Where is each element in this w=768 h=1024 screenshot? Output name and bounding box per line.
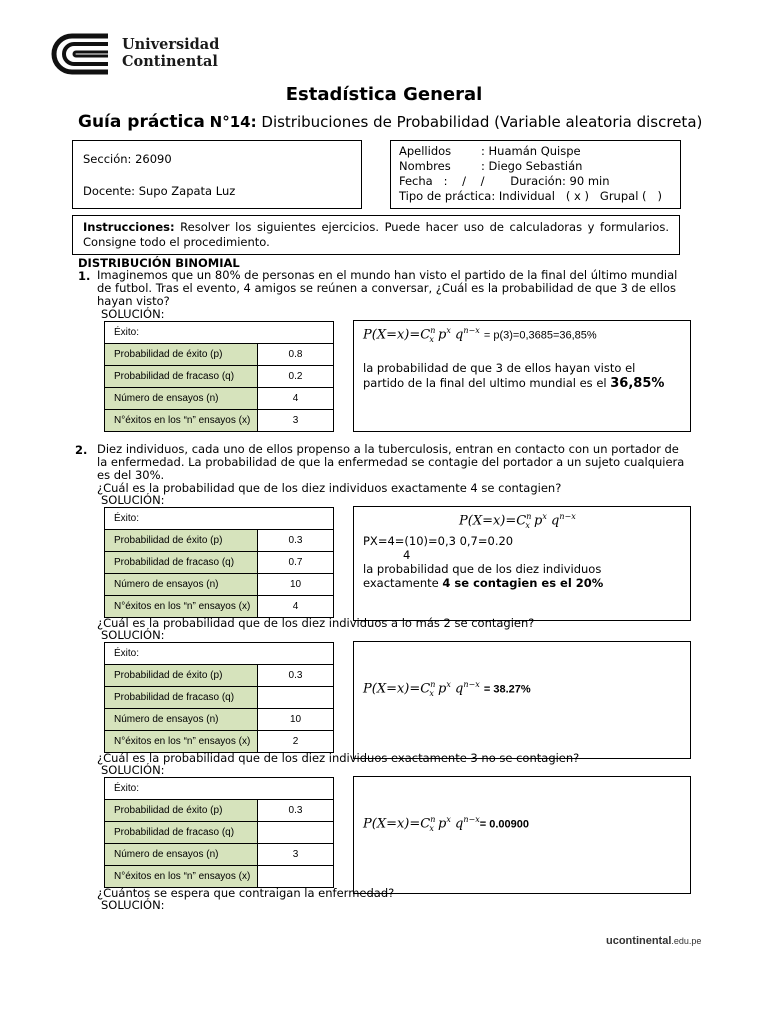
instructions-label: Instrucciones:: [83, 220, 175, 234]
solution-box: [353, 320, 691, 432]
table-label: Número de ensayos (n): [105, 709, 258, 731]
solution-label: SOLUCIÓN:: [101, 493, 165, 507]
footer-brand: [606, 935, 701, 947]
footer-domain: .edu.pe: [671, 936, 702, 946]
guide-topic: Distribuciones de Probabilidad (Variable aleatoria discreta): [261, 113, 703, 131]
table-value: 10: [258, 709, 334, 731]
answer-line: partido de la final del ultimo mundial es el: [363, 376, 611, 390]
solution-label: SOLUCIÓN:: [101, 898, 165, 912]
table-value: 3: [258, 844, 334, 866]
teacher-text: Docente: Supo Zapata Luz: [83, 184, 236, 198]
question-line: ¿Cuántos se espera que contraigan la enfermedad?: [97, 886, 395, 900]
answer-line: la probabilidad de que 3 de ellos hayan visto el: [363, 361, 636, 375]
university-name-line2: Continental: [122, 53, 218, 70]
table-value: 0.2: [258, 366, 334, 388]
problem-line: la enfermedad. La probabilidad de que la enfermedad se contagie del portador a un sujeto cualquiera: [97, 455, 685, 469]
table-value: 0.3: [258, 530, 334, 552]
table-label: Probabilidad de fracaso (q): [105, 552, 258, 574]
table-label: N°éxitos en los “n” ensayos (x): [105, 410, 258, 432]
question-line: ¿Cuál es la probabilidad que de los diez individuos a lo más 2 se contagien?: [97, 616, 535, 630]
problem-line: Imaginemos que un 80% de personas en el mundo han visto el partido de la final del último mundial: [97, 268, 678, 282]
binomial-formula: $P(X=x)=C^n_x$ $p^x$ $q^{n-x} = 38.27\%$: [363, 680, 531, 698]
data-table: [104, 507, 334, 618]
instructions-box: [72, 215, 680, 255]
table-label: Probabilidad de éxito (p): [105, 800, 258, 822]
data-table: [104, 777, 334, 888]
solution-label: SOLUCIÓN:: [101, 763, 165, 777]
problem-line: es del 30%.: [97, 468, 165, 482]
answer-line: exactamente: [363, 576, 443, 590]
solution-box: [353, 641, 691, 759]
student-row-label: Tipo de práctica: Individual ( x ) Grupal ( ): [399, 189, 662, 203]
student-row-value: : Huamán Quispe: [481, 144, 581, 158]
answer-highlight: 36,85%: [610, 376, 665, 391]
calculation-sub: 4: [403, 548, 411, 562]
student-row-label: Fecha : / /: [399, 174, 485, 188]
problem-line: de futbol. Tras el evento, 4 amigos se reúnen a conversar, ¿Cuál es la probabilidad de que 3 de ellos: [97, 281, 676, 295]
formula-result: = 0.00900: [479, 818, 529, 831]
section-box: [72, 140, 362, 209]
table-header: Éxito:: [105, 508, 334, 530]
footer-brand-name: ucontinental: [606, 935, 672, 947]
student-row-value: Duración: 90 min: [481, 174, 610, 188]
table-value: 2: [258, 731, 334, 753]
table-header: Éxito:: [105, 643, 334, 665]
calculation-text: [363, 534, 603, 590]
student-info-box: [390, 140, 681, 209]
university-logo-icon: [50, 32, 114, 76]
page-title: Estadística General: [285, 84, 483, 105]
problem-number: 1.: [78, 269, 91, 283]
data-table: [104, 321, 334, 432]
table-value: [258, 822, 334, 844]
table-label: Número de ensayos (n): [105, 844, 258, 866]
table-value: 10: [258, 574, 334, 596]
table-label: Probabilidad de éxito (p): [105, 665, 258, 687]
table-value: 4: [258, 596, 334, 618]
calculation-line: PX=4=(10)=0,3 0,7=0.20: [363, 534, 514, 548]
student-row-value: : Diego Sebastián: [481, 159, 583, 173]
table-value: 4: [258, 388, 334, 410]
answer-line: la probabilidad que de los diez individuos: [363, 562, 602, 576]
table-label: Probabilidad de fracaso (q): [105, 687, 258, 709]
solution-label: SOLUCIÓN:: [101, 307, 165, 321]
solution-label: SOLUCIÓN:: [101, 628, 165, 642]
solution-box: [353, 776, 691, 894]
table-header: Éxito:: [105, 322, 334, 344]
table-label: Probabilidad de fracaso (q): [105, 822, 258, 844]
problem-line: Diez individuos, cada uno de ellos propenso a la tuberculosis, entran en contacto con un portador de: [97, 442, 679, 456]
question-line: ¿Cuál es la probabilidad que de los diez individuos exactamente 4 se contagien?: [97, 481, 562, 495]
question-line: ¿Cuál es la probabilidad que de los diez individuos exactamente 3 no se contagien?: [97, 751, 580, 765]
data-table: [104, 642, 334, 753]
problem-number: 2.: [75, 443, 88, 457]
university-logo: [50, 32, 230, 76]
formula-result: = 38.27%: [483, 683, 531, 696]
instructions-text: Resolver los siguientes ejercicios. Puede hacer uso de calculadoras y formularios. Consigne todo el procedimiento.: [83, 220, 669, 249]
table-label: Probabilidad de éxito (p): [105, 344, 258, 366]
answer-text: [363, 361, 683, 391]
problem-line: hayan visto?: [97, 294, 170, 308]
table-label: N°éxitos en los “n” ensayos (x): [105, 731, 258, 753]
section-heading: DISTRIBUCIÓN BINOMIAL: [78, 256, 240, 270]
binomial-formula: $P(X=x)=C^n_x$ $p^x$ $q^{n-x} = p(3)=0,3685=36,85\%$: [363, 326, 597, 344]
guide-label: Guía práctica: [78, 112, 205, 132]
binomial-formula: $P(X=x)=C^n_x$ $p^x$ $q^{n-x}$: [459, 512, 576, 530]
table-value: [258, 866, 334, 888]
table-value: 0.8: [258, 344, 334, 366]
student-row-label: Apellidos: [399, 144, 452, 158]
table-value: [258, 687, 334, 709]
table-label: Probabilidad de éxito (p): [105, 530, 258, 552]
problem-2-text: [97, 443, 697, 495]
binomial-formula: $P(X=x)=C^n_x$ $p^x$ $q^{n-x}= 0.00900$: [363, 815, 529, 833]
table-value: 0.7: [258, 552, 334, 574]
table-value: 0.3: [258, 665, 334, 687]
table-label: Probabilidad de fracaso (q): [105, 366, 258, 388]
problem-1-text: [97, 269, 697, 308]
answer-highlight: 4 se contagien es el 20%: [442, 576, 604, 590]
university-name-line1: Universidad: [122, 36, 220, 53]
table-label: N°éxitos en los “n” ensayos (x): [105, 866, 258, 888]
guide-subtitle: [78, 112, 702, 132]
guide-number: N°14:: [209, 113, 257, 131]
student-row-label: Nombres: [399, 159, 451, 173]
table-value: 0.3: [258, 800, 334, 822]
formula-result: = p(3)=0,3685=36,85%: [483, 329, 597, 342]
table-label: Número de ensayos (n): [105, 388, 258, 410]
table-label: N°éxitos en los “n” ensayos (x): [105, 596, 258, 618]
table-label: Número de ensayos (n): [105, 574, 258, 596]
table-header: Éxito:: [105, 778, 334, 800]
solution-box: [353, 506, 691, 621]
table-value: 3: [258, 410, 334, 432]
section-text: Sección: 26090: [83, 152, 172, 166]
